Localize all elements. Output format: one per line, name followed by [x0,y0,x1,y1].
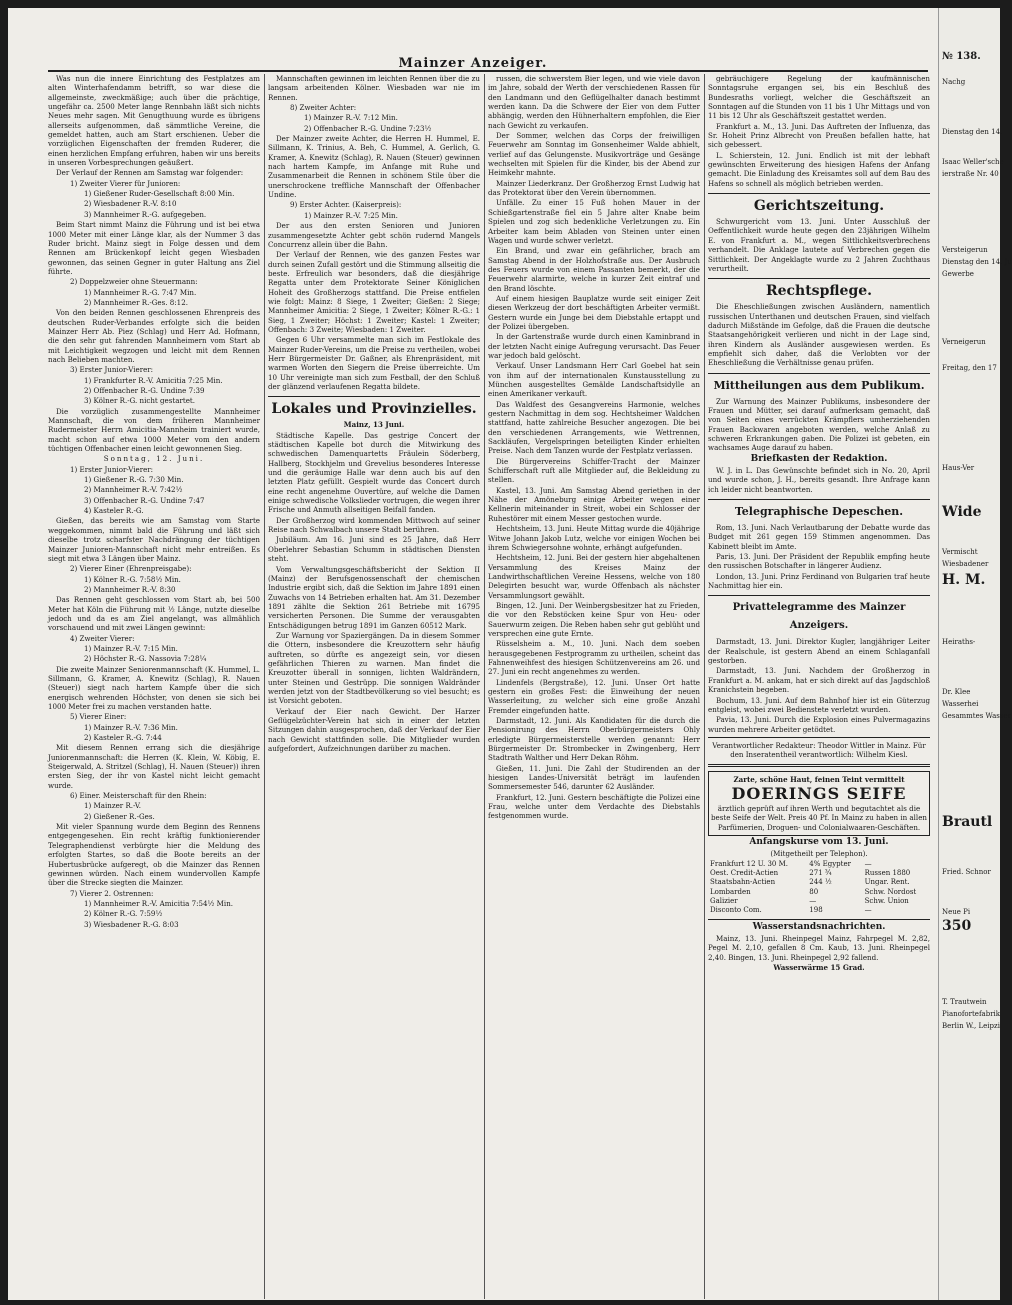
article-paragraph: Vom Verwaltungsgeschäftsbericht der Sektion II (Mainz) der Berufsgenossenschaft der chemischen Industrie ergibt sich, daß die Sektion im Jahre 1891 einen Zuwachs von 14 Betrieben erhalten hat. Am 31. Dezember 1891 zählte die Sektion 261 Betriebe mit 16795 versicherten Personen. Die Summe der verausgabten Entschädigungen betrug 1891 im Ganzen 60512 Mark. [268,564,480,630]
article-paragraph: Verkauf der Eier nach Gewicht. Der Harzer Geflügelzüchter-Verein hat sich in einer der letzten Sitzungen dahin ausgesprochen, daß der Verkauf der Eier nach Gewicht stattfinden solle. Die Mitglieder wurden aufgefordert, Aufzeichnungen darüber zu machen. [268,706,480,754]
article-paragraph: Gießen, 11. Juni. Die Zahl der Studirenden an der hiesigen Landes-Universität beträgt im laufenden Sommersemester 546, darunter 62 Ausländer. [488,763,700,792]
race-result: 1) Mainzer R.-V. [84,801,142,811]
article-paragraph: Frankfurt, 12. Juni. Gestern beschäftigte die Polizei eine Frau, welche unter dem Verdachte des Diebstahls festgenommen wurde. [488,792,700,821]
race-result: 1) Mainzer R.-V. 7:36 Min. [84,722,178,732]
article-paragraph: Der Verlauf der Rennen, wie des ganzen Festes war durch seinen Zufall gestört und die Stimmung allseitig die beste. Erfreulich war besonders, daß die diesjährige Regatta unter dem Protektorate Seiner Königlichen Hoheit des Großherzogs stattfand. Die Preise entfielen wie folgt: Mainz: 8 Siege, 1 Zweiter; Gießen: 2 Siege; Mannheimer Amicitia: 2 Siege, 1 Zweiter; Kölner R.-G.: 1 Sieg, 1 Zweiter; Höchst: 1 Zweiter; Kastel: 1 Zweiter; Offenbach: 3 Zweite; Wiesbaden: 1 Zweiter. [268,250,480,334]
race-heading: 8) Zweiter Achter: [290,103,357,113]
ad-text: ärztlich geprüft auf ihren Werth und begutachtet als die beste Seife der Welt. Preis 40 Pf. In Mainz zu haben in allen Parfümerien, Droguen- und Colonialwaaren-Geschäften. [711,803,927,832]
divider [708,919,930,920]
stock-cell: Disconto Com. [710,906,762,915]
adjacent-page-line: Freitag, den 17 [942,364,997,372]
article-paragraph: Zur Warnung des Mainzer Publikums, insbesondere der Frauen und Mütter, sei darauf aufmerksam gemacht, daß von Seiten eines verrückten Krämpflers umherziehenden Frauen Backwaren angeboten werden, welche Anlaß zu schweren Erkrankungen gaben. Die Polizei ist gebeten, ein wachsames Auge darauf zu haben. [708,396,930,453]
article-paragraph: Auf einem hiesigen Bauplatze wurde seit einiger Zeit diesen Werkzeug der dort beschäftigten Arbeiter vermißt. Gestern wurde ein Junge bei dem Diebstahle ertappt und der Polizei übergeben. [488,293,700,331]
race-heading: 7) Vierer 2. Ostrennen: [70,888,154,898]
stock-row [708,869,930,878]
race-result: 1) Mainzer R.-V. 7:12 Min. [304,113,398,123]
article-paragraph: Mannschaften gewinnen im leichten Rennen über die zu langsam arbeitenden Kölner. Wiesbaden war nie im Rennen. [268,74,480,102]
water-level-heading: Wasserstandsnachrichten. [752,921,886,932]
race-result: 3) Mannheimer R.-G. aufgegeben. [84,209,207,219]
column-2 [268,74,480,1299]
column-4 [708,74,930,1299]
stock-row [708,888,930,897]
article-paragraph: Die Eheschließungen zwischen Ausländern, namentlich russischen Unterthanen und deutschen Frauen, sind vielfach dadurch Mißstände im Gefolge, daß die Frauen die deutsche Staatsangehörigkeit verlieren und nicht in der Lage sind, ihren Kindern als Ausländer ausgewiesen werden. Es empfiehlt sich daher, daß die Verlobten vor der Eheschließung die Verhältnisse genau prüfen. [708,302,930,368]
article-paragraph: Der aus den ersten Senioren und Junioren zusammengesetzte Achter gebt schön rudernd Mangels Concurrenz allein über die Bahn. [268,221,480,249]
masthead-rule [48,70,928,72]
adjacent-page-line: Haus-Ver [942,464,975,472]
day-heading: Sonntag, 12. Juni. [103,454,205,464]
section-heading-private-telegrams: Privattelegramme des Mainzer Anzeigers. [708,595,930,635]
article-paragraph: Zur Warnung vor Spaziergängen. Da in diesem Sommer die Ottern, insbesondere die Kreuzottern sehr häufig auftreten, so dürfte es angezeigt sein, vor diesen gefährlichen Thieren zu warnen. Man findet die Kreuzotter überall in sonnigen, lichten Waldrändern, unter Steinen und Gestrüpp. Die sonnigen Waldränder werden jetzt von der Stadtbevölkerung so viel besucht; es ist Vorsicht geboten. [268,630,480,706]
race-heading: 2) Vierer Einer (Ehrenpreisgabe): [70,564,192,574]
stock-cell: Ungar. Rent. [864,878,910,887]
adjacent-page-line: T. Trautwein [942,998,987,1006]
adjacent-page-line: Pianofortefabrik [942,1010,1001,1018]
stock-row [708,860,930,869]
adjacent-page-line: Verneigerun [942,338,986,346]
stock-cell: Schw. Nordost [864,887,917,896]
article-paragraph: Mit diesem Rennen errang sich die diesjährige Juniorenmannschaft: die Herren (K. Klein, W. Köbig, E. Steigerwald, A. Stritzel (Schlag), H. Nauen (Steuer)) ihren ersten Sieg, der ihr von Kastel nicht leicht gemacht wurde. [48,743,260,790]
race-heading: 9) Erster Achter. (Kaiserpreis): [290,200,402,210]
article-paragraph: Darmstadt, 12. Juni. Als Kandidaten für die durch die Pensionirung des Herrn Oberbürgermeisters Ohly erledigte Bürgermeisterstelle werden genannt: Herr Bürgermeister Dr. Strombecker in Zwingenberg, Herr Stadtrath Walther und Herr Dekan Röhm. [488,716,700,763]
article-paragraph: Pavia, 13. Juni. Durch die Explosion eines Pulvermagazins wurden mehrere Arbeiter getödtet. [708,715,930,734]
article-paragraph: Der Verlauf der Rennen am Samstag war folgender: [56,168,244,178]
newspaper-title: Mainzer Anzeiger. [398,56,548,71]
stock-row [708,906,930,915]
stock-cell: 4% Egypter [809,859,851,868]
adjacent-page-line: Fried. Schnor [942,868,991,876]
race-result: 2) Offenbacher R.-G. Undine 7:39 [84,386,205,395]
race-result: 3) Offenbacher R.-G. Undine 7:47 [84,495,205,505]
article-paragraph: Bochum, 13. Juni. Auf dem Bahnhof hier ist ein Güterzug entgleist, wobei zwei Bedienstete verletzt wurden. [708,695,930,714]
race-heading: 3) Erster Junior-Vierer: [70,365,154,375]
ad-kicker: Zarte, schöne Haut, feinen Teint vermittelt [733,774,905,784]
stock-cell: Schw. Union [864,897,909,905]
adjacent-page-line: Isaac Weller'sche [942,158,1004,166]
stock-prices-subtitle: (Mitgetheilt per Telephon). [770,849,868,859]
editor-line: Verantwortlicher Redakteur: Theodor Wittler in Mainz. Für den Inseratentheil verantwortlich: Wilhelm Kiesl. [712,740,926,760]
adjacent-page-line: Wide [942,504,982,520]
masthead [8,52,938,70]
article-paragraph: Lindenfels (Bergstraße), 12. Juni. Unser Ort hatte gestern ein großes Fest: die Einweihung der neuen Wasserleitung, zu welcher sich eine große Anzahl Fremder eingefunden hatte. [488,677,700,715]
stock-cell: Staatsbahn-Actien [710,878,776,887]
article-paragraph: Die zweite Mainzer Seniorenmannschaft (K. Hummel, L. Sillmann, G. Kramer, A. Knewitz (Schlag), R. Nauen (Steuer)) siegt nach hartem Kampfe über die sich energisch wehrenden Höchster, von denen sie sich bei 1000 Meter frei zu machen verstanden hatte. [48,664,260,711]
race-result: 2) Höchster R.-G. Nassovia 7:28¼ [84,654,207,664]
article-paragraph: Was nun die innere Einrichtung des Festplatzes am alten Winterhafendamm betrifft, so war diese die allgemeinste, zweckmäßige; auch über die prächtige, ungefähr ca. 2500 Meter lange Rennbahn läßt sich nichts Neues mehr sagen. Mit Genugthuung wurde es übrigens allerseits aufgenommen, daß sämmtliche Vereine, die gemeldet hatten, auch am Start erschienen. Ueber die vorzüglichen Eigenschaften der fremden Ruderer, die einen herzlichen Empfang erfuhren, haben wir uns bereits in unseren Vorbesprechungen geäußert. [48,74,260,168]
article-paragraph: Hechtsheim, 12. Juni. Bei der gestern hier abgehaltenen Versammlung des Kreises Mainz der Landwirthschaftlichen Vereine Hessens, welche von 180 Delegirten besucht war, wurde Offenbach als nächster Versammlungsort gewählt. [488,553,700,600]
adjacent-page-line: Gewerbe [942,270,974,278]
article-paragraph: Darmstadt, 13. Juni. Direktor Kugler, langjähriger Leiter der Realschule, ist gestern Abend an einem Schlaganfall gestorben. [708,637,930,666]
article-paragraph: Der Großherzog wird kommenden Mittwoch auf seiner Reise nach Schwalbach unsere Stadt berühren. [268,515,480,535]
article-paragraph: Der Sommer, welchen das Corps der freiwilligen Feuerwehr am Sonntag im Gonsenheimer Walde abhielt, verlief auf das Gelungenste. Musikvorträge und Gesänge wechselten mit Spielen für die Kinder, bis der Abend zur Heimkehr mahnte. [488,131,700,178]
race-heading: 5) Vierer Einer: [70,712,127,722]
race-result: 1) Mainzer R.-V. 7:25 Min. [304,210,398,220]
article-paragraph: Schwurgericht vom 13. Juni. Unter Ausschluß der Oeffentlichkeit wurde heute gegen den 23jährigen Wilhelm E. von Frankfurt a. M., wegen Sittlichkeitsverbrechens verhandelt. Die Anklage lautete auf Verbrechen gegen die Sittlichkeit. Der Angeklagte wurde zu 2 Jahren Zuchthaus verurtheilt. [708,217,930,273]
race-heading: 2) Doppelzweier ohne Steuermann: [70,277,198,287]
section-heading-law: Rechtspflege. [708,278,930,300]
race-result: 2) Offenbacher R.-G. Undine 7:23½ [304,123,432,133]
adjacent-page-strip [938,8,1012,1300]
article-paragraph: Gegen 6 Uhr versammelte man sich im Festlokale des Mainzer Ruder-Vereins, um die Preise zu vertheilen, wobei Herr Bürgermeister Dr. Gaßner, als Ehrenpräsident, mit warmen Worten den Siegern die Preise überreichte. Um 10 Uhr vereinigte man sich zum Festball, der den Schluß der glänzend verlaufenen Regatta bildete. [268,335,480,391]
section-heading-local: Lokales und Provinzielles. [268,396,480,418]
article-paragraph: russen, die schwerstem Bier legen, und wie viele davon im Jahre, sobald der Werth der verschiedenen Rassen für den Landmann und den Geflügelhalter danach bestimmt werden kann. Da die Schwere der Eier von dem Futter abhängig, werden den Hühnerhaltern empfohlen, die Eier nach Gewicht zu verkaufen. [488,74,700,130]
section-heading-court: Gerichtszeitung. [708,193,930,215]
race-heading: 1) Erster Junior-Vierer: [70,464,154,474]
race-result: 1) Kölner R.-G. 7:58½ Min. [84,574,181,584]
race-result: 2) Kölner R.-G. 7:59½ [84,909,163,919]
article-paragraph: Unfälle. Zu einer 15 Fuß hohen Mauer in der Schießgartenstraße fiel ein 5 Jahre alter Knabe beim Spielen und zog sich bedenkliche Verletzungen zu. Ein Arbeiter kam beim Abladen von Steinen unter einen Wagen und wurde schwer verletzt. [488,198,700,245]
race-heading: 4) Zweiter Vierer: [70,633,135,643]
article-paragraph: Bingen, 12. Juni. Der Weinbergsbesitzer hat zu Frieden, die vor den Rebstöcken keine Spur von Heu- oder Sauerwurm zeigen. Die Reben haben sehr gut geblüht und versprechen eine gute Ernte. [488,600,700,638]
article-paragraph: Das Waldfest des Gesangvereins Harmonie, welches gestern Nachmittag in dem sog. Hechtsheimer Waldchen stattfand, hatte zahlreiche Besucher angezogen. Die bei den verschiedenen Arrangements, wie Wettrennen, Sackläufen, Vergelspringen beteiligten Kinder erhielten Preise. Nach dem Tanzen wurde der Festplatz verlassen. [488,399,700,456]
race-heading: 6) Einer. Meisterschaft für den Rhein: [70,791,207,801]
stock-cell: 198 [809,906,823,915]
race-result: 2) Kasteler R.-G. 7:44 [84,733,162,743]
stock-cell: Lombarden [710,887,751,896]
newspaper-page [8,8,938,1300]
stock-cell: Oest. Credit-Actien [710,868,779,877]
adjacent-page-line: Wasserhei [942,700,979,708]
dateline: Mainz, 13 Juni. [343,420,405,430]
adjacent-page-line: Neue Pi [942,908,971,916]
stock-cell: — [809,897,817,905]
article-paragraph: Gießen, das bereits wie am Samstag vom Starte weggekommen, nimmt bald die Führung und läßt sich dieselbe trotz scharfster Nachdrängung der tüchtigen Mainzer Junioren-Mannschaft nicht mehr entreißen. Es siegt mit etwa 3 Längen über Mainz. [48,516,260,563]
adjacent-page-line: 350 [942,918,972,934]
soap-advertisement [708,771,930,836]
race-result: 3) Kölner R.-G. nicht gestartet. [84,396,196,406]
race-result: 1) Frankfurter R.-V. Amicitia 7:25 Min. [84,375,223,385]
article-paragraph: Rüsselsheim a. M., 10. Juni. Nach dem soeben herausgegebenen Festprogramm zu urtheilen, scheint das Fahnenweihfest des hiesigen Schützenvereins am 26. und 27. Juni ein recht angenehmes zu werden. [488,639,700,677]
race-result: 1) Mannheimer R.-G. 7:47 Min. [84,287,197,297]
adjacent-page-line: Versteigerun [942,246,988,254]
adjacent-page-line: Brautl [942,814,993,830]
stock-row [708,897,930,906]
column-rule [264,74,265,1299]
race-result: 2) Mannheimer R.-V. 7:42½ [84,485,183,495]
stock-prices-heading: Anfangskurse vom 13. Juni. [749,836,889,847]
article-paragraph: Mainzer Liederkranz. Der Großherzog Ernst Ludwig hat das Protektorat über den Verein übernommen. [488,178,700,198]
stock-row [708,878,930,887]
adjacent-page-line: Heiraths- [942,638,976,646]
adjacent-page-line: Dr. Klee [942,688,971,696]
section-heading-public: Mittheilungen aus dem Publikum. [708,373,930,395]
article-paragraph: Rom, 13. Juni. Nach Verlautbarung der Debatte wurde das Budget mit 261 gegen 159 Stimmen angenommen. Das Kabinett bleibt im Amte. [708,523,930,551]
article-paragraph: Das Rennen geht geschlossen vom Start ab, bei 500 Meter hat Köln die Führung mit ½ Länge, nutzte dieselbe jedoch und da es am Ziel angelangt, was allmählich vorschauend und mit zwei Längen gewinnt: [48,595,260,633]
divider [708,737,930,738]
stock-cell: Russen 1880 [864,868,911,877]
article-paragraph: In der Gartenstraße wurde durch einen Kaminbrand in der letzten Nacht einige Aufregung verursacht. Das Feuer war jedoch bald gelöscht. [488,332,700,360]
adjacent-page-line: Vermischt [942,548,978,556]
race-result: 2) Gießener R.-Ges. [84,811,155,821]
page-number: № 138. [942,51,981,62]
article-paragraph: London, 13. Juni. Prinz Ferdinand von Bulgarien traf heute Nachmittag hier ein. [708,571,930,591]
article-paragraph: Verkauf. Unser Landsmann Herr Carl Goebel hat sein von ihm auf der internationalen Kunstausstellung zu München ausgestelltes Gemälde Landschaftsidylle an einen Amerikaner verkauft. [488,361,700,399]
ad-title: DOERINGS SEIFE [731,783,907,803]
adjacent-page-line: Berlin W., Leipzi [942,1022,1000,1030]
section-heading-telegrams: Telegraphische Depeschen. [708,499,930,521]
column-1 [48,74,260,1299]
article-paragraph: Mit vieler Spannung wurde dem Beginn des Rennens entgegengesehen. Ein recht kräftig funktionierender Telegraphendienst verbürgte hier die Meldung des erfolgten Startes, so daß die Boote bereits an der Hubertusbrücke aufgeregt, ob die Mainzer das Rennen gewinnen würden. Nach einem wundervollen Kampfe über die Strecke siegten die Mainzer. [48,822,260,888]
stock-cell: — [864,859,872,868]
column-3 [488,74,700,1299]
stock-cell: Frankfurt 12 U. 30 M. [710,859,788,868]
adjacent-page-line: ierstraße Nr. 40 [942,170,999,178]
stock-cell: 244 ½ [809,878,832,887]
race-result: 1) Mannheimer R.-V. Amicitia 7:54½ Min. [84,898,234,908]
stock-cell: 80 [809,887,819,896]
article-paragraph: Von den beiden Rennen geschlossenen Ehrenpreis des deutschen Ruder-Verbandes erfolgte sich die beiden Mainzer Herr Ab. Piez (Schlag) und Herr Ad. Hofmann, die den sehr gut fahrenden Mannheimern vom Start ab mit Leichtigkeit wegzogen und leicht mit dem Rennen nach Belieben machten. [48,308,260,364]
article-paragraph: gebräuchigere Regelung der kaufmännischen Sonntagsruhe ergangen sei, bis ein Beschluß des Bundesraths vorliegt, welcher die Geschäftszeit an Sonntagen auf die Stunden von 11 bis 1 Uhr Mittags und von 11 bis 12 Uhr als Geschäftszeit gestattet werden. [708,74,930,121]
article-paragraph: Ein Brand, und zwar ein gefährlicher, brach am Samstag Abend in der Holzhofstraße aus. Der Ausbruch des Feuers wurde von einem Passanten bemerkt, der die Feuerwehr alarmirte, welche in kurzer Zeit eintraf und den Brand löschte. [488,246,700,293]
stock-cell: 271 ¾ [809,868,832,877]
article-paragraph: Städtische Kapelle. Das gestrige Concert der städtischen Kapelle bot durch die Mitwirkung des schwedischen Damenquartetts Fräulein Söderberg, Hallberg, Stockhjelm und Grevelius besonderes Interesse und die geräumige Halle war denn auch bis auf den letzten Platz gefüllt. Gespielt wurde das Concert durch eine recht angenehme Ouvertüre, auf welche die Damen einige schwedische Volkslieder vortrugen, die wegen ihrer Frische und Anmuth allseitigen Beifall fanden. [268,430,480,515]
section-heading-letterbox: Briefkasten der Redaktion. [750,453,888,464]
stock-cell: — [864,906,872,915]
column-rule [484,74,485,1299]
adjacent-page-line: Wiesbadener [942,560,989,568]
article-paragraph: Jubiläum. Am 16. Juni sind es 25 Jahre, daß Herr Oberlehrer Sebastian Schumm in städtischen Diensten steht. [268,535,480,564]
article-paragraph: Beim Start nimmt Mainz die Führung und ist bei etwa 1000 Meter mit einer Länge klar, als der Nummer 3 das Ruder bricht. Mainz siegt in Folge dessen und dem Rennen am Brückenkopf leicht gegen Wiesbaden gewonnen, das seinen Gegner in guter Haltung ans Ziel führte. [48,220,260,276]
article-paragraph: Hechtsheim, 13. Juni. Heute Mittag wurde die 40jährige Witwe Johann Jakob Lutz, welche vor einigen Wochen bei ihrem Schwiegersohne wohnte, erhängt aufgefunden. [488,524,700,552]
race-result: 2) Mannheimer R.-V. 8:30 [84,584,176,594]
article-paragraph: Kastel, 13. Juni. Am Samstag Abend geriethen in der Nähe der Amöneburg einige Arbeiter wegen einer Kellnerin miteinander in Streit, wobei ein Schlosser der Ruhestörer mit einem Messer gestochen wurde. [488,485,700,523]
article-paragraph: Die Bürgervereins Schiffer-Tracht der Mainzer Schifferschaft ruft alle Mitglieder auf, die Bekleidung zu stellen. [488,456,700,485]
race-result: 4) Kasteler R.-G. [84,506,144,516]
article-paragraph: Der Mainzer zweite Achter, die Herren H. Hummel, E. Sillmann, K. Trinius, A. Beh, C. Hummel, A. Gerlich, G. Kramer, A. Knewitz (Schlag), R. Nauen (Steuer) gewinnen nach hartem Kampfe, im Anfange mit Ruhe und Zusammenarbeit die Rennen in schönem Stile über die unerschrockene treffliche Mannschaft der Offenbacher Undine. [268,134,480,200]
column-rule [704,74,705,1299]
race-result: 2) Wiesbadener R.-V. 8:10 [84,199,177,209]
stock-cell: Galizier [710,897,738,905]
race-result: 1) Mainzer R.-V. 7:15 Min. [84,643,178,653]
article-paragraph: Paris, 13. Juni. Der Präsident der Republik empfing heute den russischen Botschafter in längerer Audienz. [708,552,930,571]
adjacent-page-line: Gesammtes Wasser [942,712,1011,720]
race-result: 3) Wiesbadener R.-G. 8:03 [84,919,179,929]
adjacent-page-line: H. M. [942,572,986,588]
adjacent-page-line: Nachg [942,78,966,86]
article-paragraph: Darmstadt, 13. Juni. Nachdem der Großherzog in Frankfurt a. M. ankam, hat er sich direkt auf das Jagdschloß Kranichstein begeben. [708,666,930,695]
article-paragraph: L. Schierstein, 12. Juni. Endlich ist mit der lebhaft gewünschten Erweiterung des hiesigen Hafens der Anfang gemacht. Die Einladung des Kreisamtes soll auf dem Bau des Hafens so schnell als möglich betrieben werden. [708,150,930,188]
race-result: 1) Gießener R.-G. 7:30 Min. [84,475,184,485]
race-result: 2) Mannheimer R.-Ges. 8:12. [84,297,188,307]
article-paragraph: Mainz, 13. Juni. Rheinpegel Mainz, Fahrpegel M. 2,82, Pegel M. 2,10, gefallen 8 Cm. Kaub, 13. Juni. Rheinpegel 2,40. Bingen, 13. Juni. Rheinpegel 2,92 fallend. [708,934,930,962]
adjacent-page-line: Dienstag den 14. [942,128,1003,136]
adjacent-page-line: Dienstag den 14. Ju [942,258,1012,266]
stock-prices-table [708,860,930,916]
water-temperature: Wasserwärme 15 Grad. [773,963,865,973]
article-paragraph: Frankfurt a. M., 13. Juni. Das Auftreten der Influenza, das Sr. Hoheit Prinz Albrecht von Preußen befallen hatte, hat sich gebessert. [708,121,930,150]
article-paragraph: W. J. in L. Das Gewünschte befindet sich in No. 20, April und wurde schon, J. H., bereits gesandt. Ihre Anfrage kann ich leider nicht beantworten. [708,466,930,494]
article-paragraph: Die vorzüglich zusammengestellte Mannheimer Mannschaft, die von dem früheren Mannheimer Rudermeister Herrn Amicitia-Mannheim trainiert wurde, macht schon auf etwa 1000 Meter vom den andern tüchtigen Offenbacher einen leicht gewonnenen Sieg. [48,406,260,454]
divider [708,764,930,767]
race-result: 1) Gießener Ruder-Gesellschaft 8:00 Min. [84,189,235,199]
race-heading: 1) Zweiter Vierer für Junioren: [70,178,181,188]
